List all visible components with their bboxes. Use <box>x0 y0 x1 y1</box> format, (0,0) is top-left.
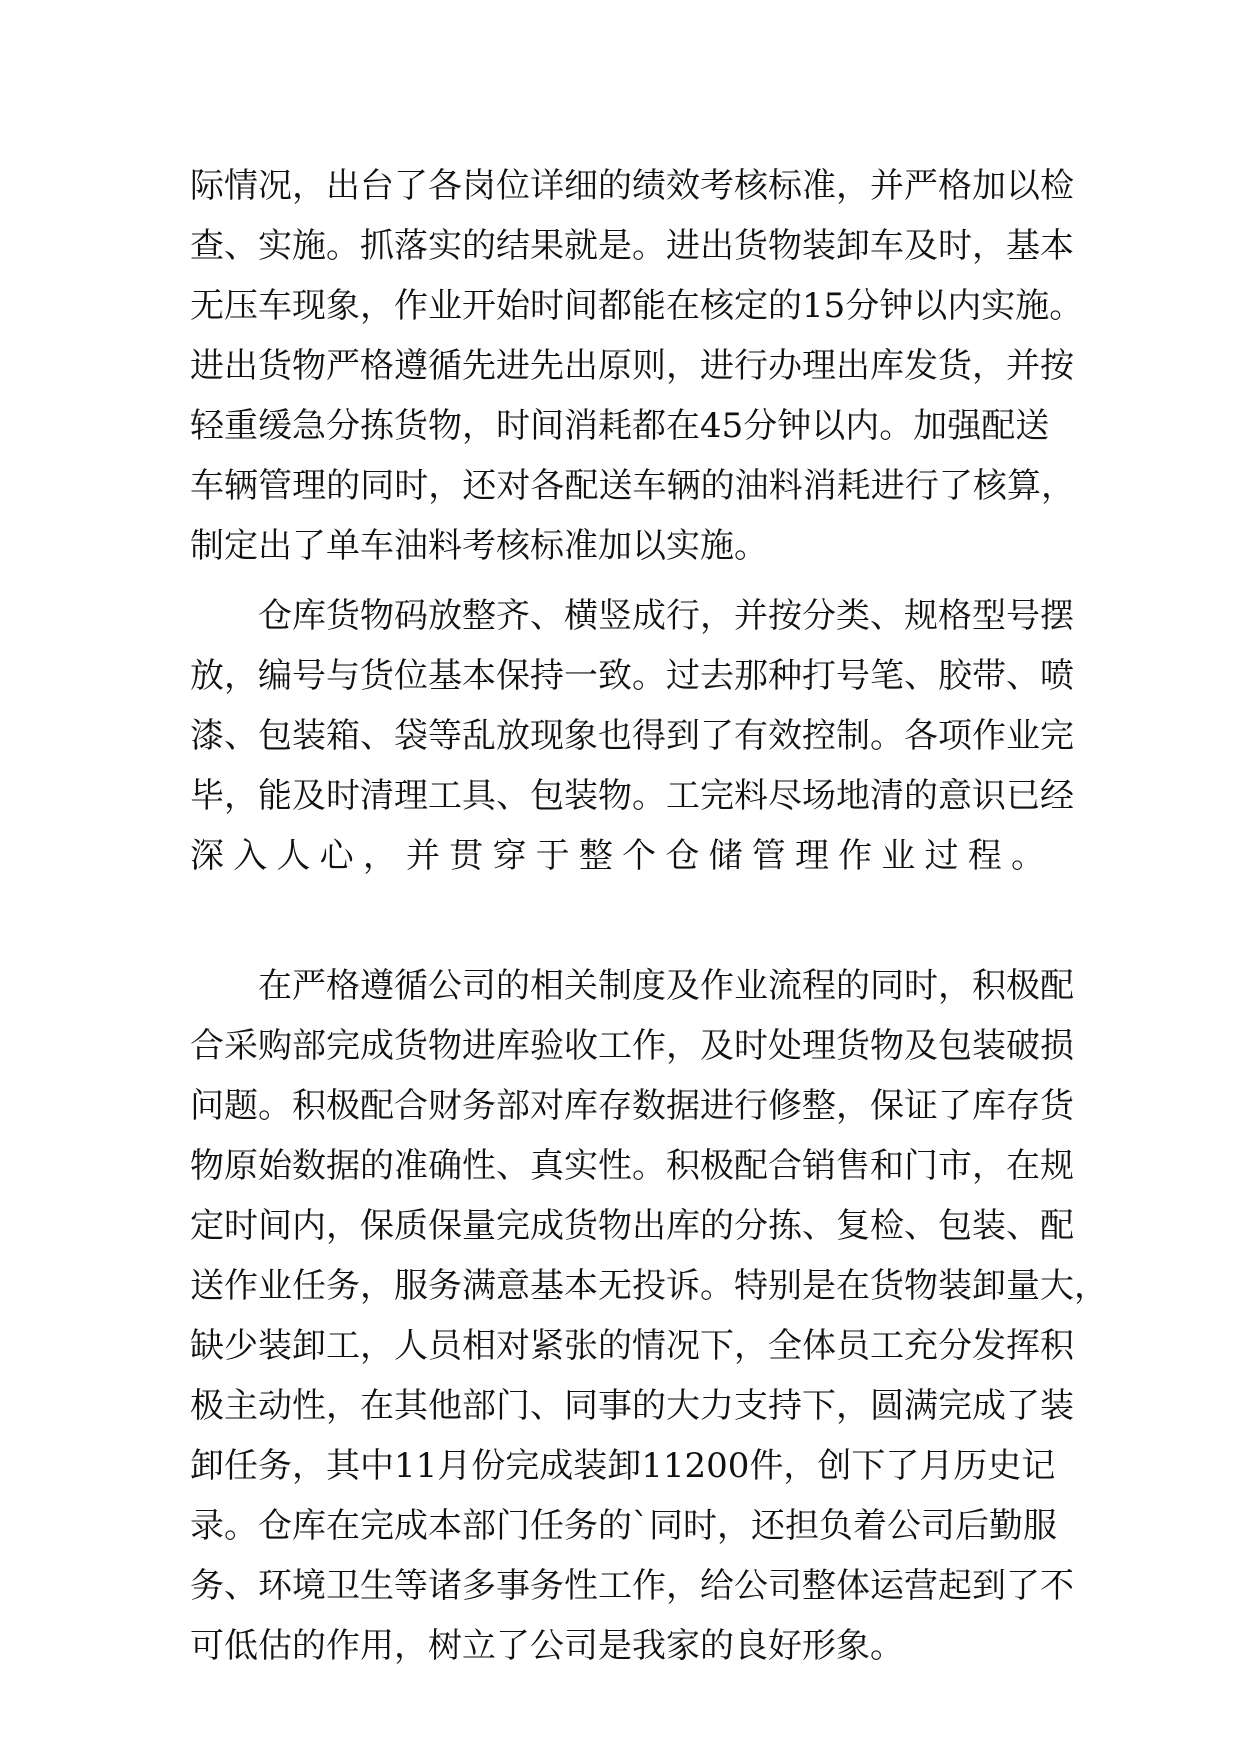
paragraph-3-line-5: 定时间内，保质保量完成货物出库的分拣、复检、包装、配 <box>190 1206 1074 1246</box>
paragraph-3-line-7: 缺少装卸工，人员相对紧张的情况下，全体员工充分发挥积 <box>190 1326 1074 1366</box>
paragraph-3-line-6: 送作业任务，服务满意基本无投诉。特别是在货物装卸量大， <box>190 1266 1108 1306</box>
paragraph-1-line-7: 制定出了单车油料考核标准加以实施。 <box>190 526 768 566</box>
paragraph-1-line-4: 进出货物严格遵循先进先出原则，进行办理出库发货，并按 <box>190 346 1074 386</box>
paragraph-3-line-4: 物原始数据的准确性、真实性。积极配合销售和门市，在规 <box>190 1146 1074 1186</box>
paragraph-2-line-1: 仓库货物码放整齐、横竖成行，并按分类、规格型号摆 <box>258 596 1074 636</box>
paragraph-3-line-8: 极主动性，在其他部门、同事的大力支持下，圆满完成了装 <box>190 1386 1074 1426</box>
paragraph-2-line-3: 漆、包装箱、袋等乱放现象也得到了有效控制。各项作业完 <box>190 716 1074 756</box>
paragraph-2-line-2: 放，编号与货位基本保持一致。过去那种打号笔、胶带、喷 <box>190 656 1074 696</box>
paragraph-3-line-1: 在严格遵循公司的相关制度及作业流程的同时，积极配 <box>258 966 1074 1006</box>
paragraph-1-line-5: 轻重缓急分拣货物，时间消耗都在45分钟以内。加强配送 <box>190 406 1050 446</box>
paragraph-1-line-2: 查、实施。抓落实的结果就是。进出货物装卸车及时，基本 <box>190 226 1074 266</box>
paragraph-1-line-6: 车辆管理的同时，还对各配送车辆的油料消耗进行了核算， <box>190 466 1075 506</box>
paragraph-2-line-4: 毕，能及时清理工具、包装物。工完料尽场地清的意识已经 <box>190 776 1074 816</box>
paragraph-3-line-9: 卸任务，其中11月份完成装卸11200件，创下了月历史记 <box>190 1446 1056 1486</box>
paragraph-3-line-10: 录。仓库在完成本部门任务的`同时，还担负着公司后勤服 <box>190 1506 1057 1546</box>
paragraph-1-line-1: 际情况，出台了各岗位详细的绩效考核标准，并严格加以检 <box>190 166 1074 206</box>
paragraph-3-line-2: 合采购部完成货物进库验收工作，及时处理货物及包装破损 <box>190 1026 1074 1066</box>
paragraph-3-line-11: 务、环境卫生等诸多事务性工作，给公司整体运营起到了不 <box>190 1566 1074 1606</box>
paragraph-1-line-3: 无压车现象，作业开始时间都能在核定的15分钟以内实施。 <box>190 286 1084 326</box>
paragraph-3-line-12: 可低估的作用，树立了公司是我家的良好形象。 <box>190 1626 904 1666</box>
paragraph-3-line-3: 问题。积极配合财务部对库存数据进行修整，保证了库存货 <box>190 1086 1074 1126</box>
paragraph-2-line-6 <box>190 886 1045 946</box>
paragraph-2-line-5: 深入人心，并贯穿于整个仓储管理作业过程。 <box>190 836 1045 876</box>
